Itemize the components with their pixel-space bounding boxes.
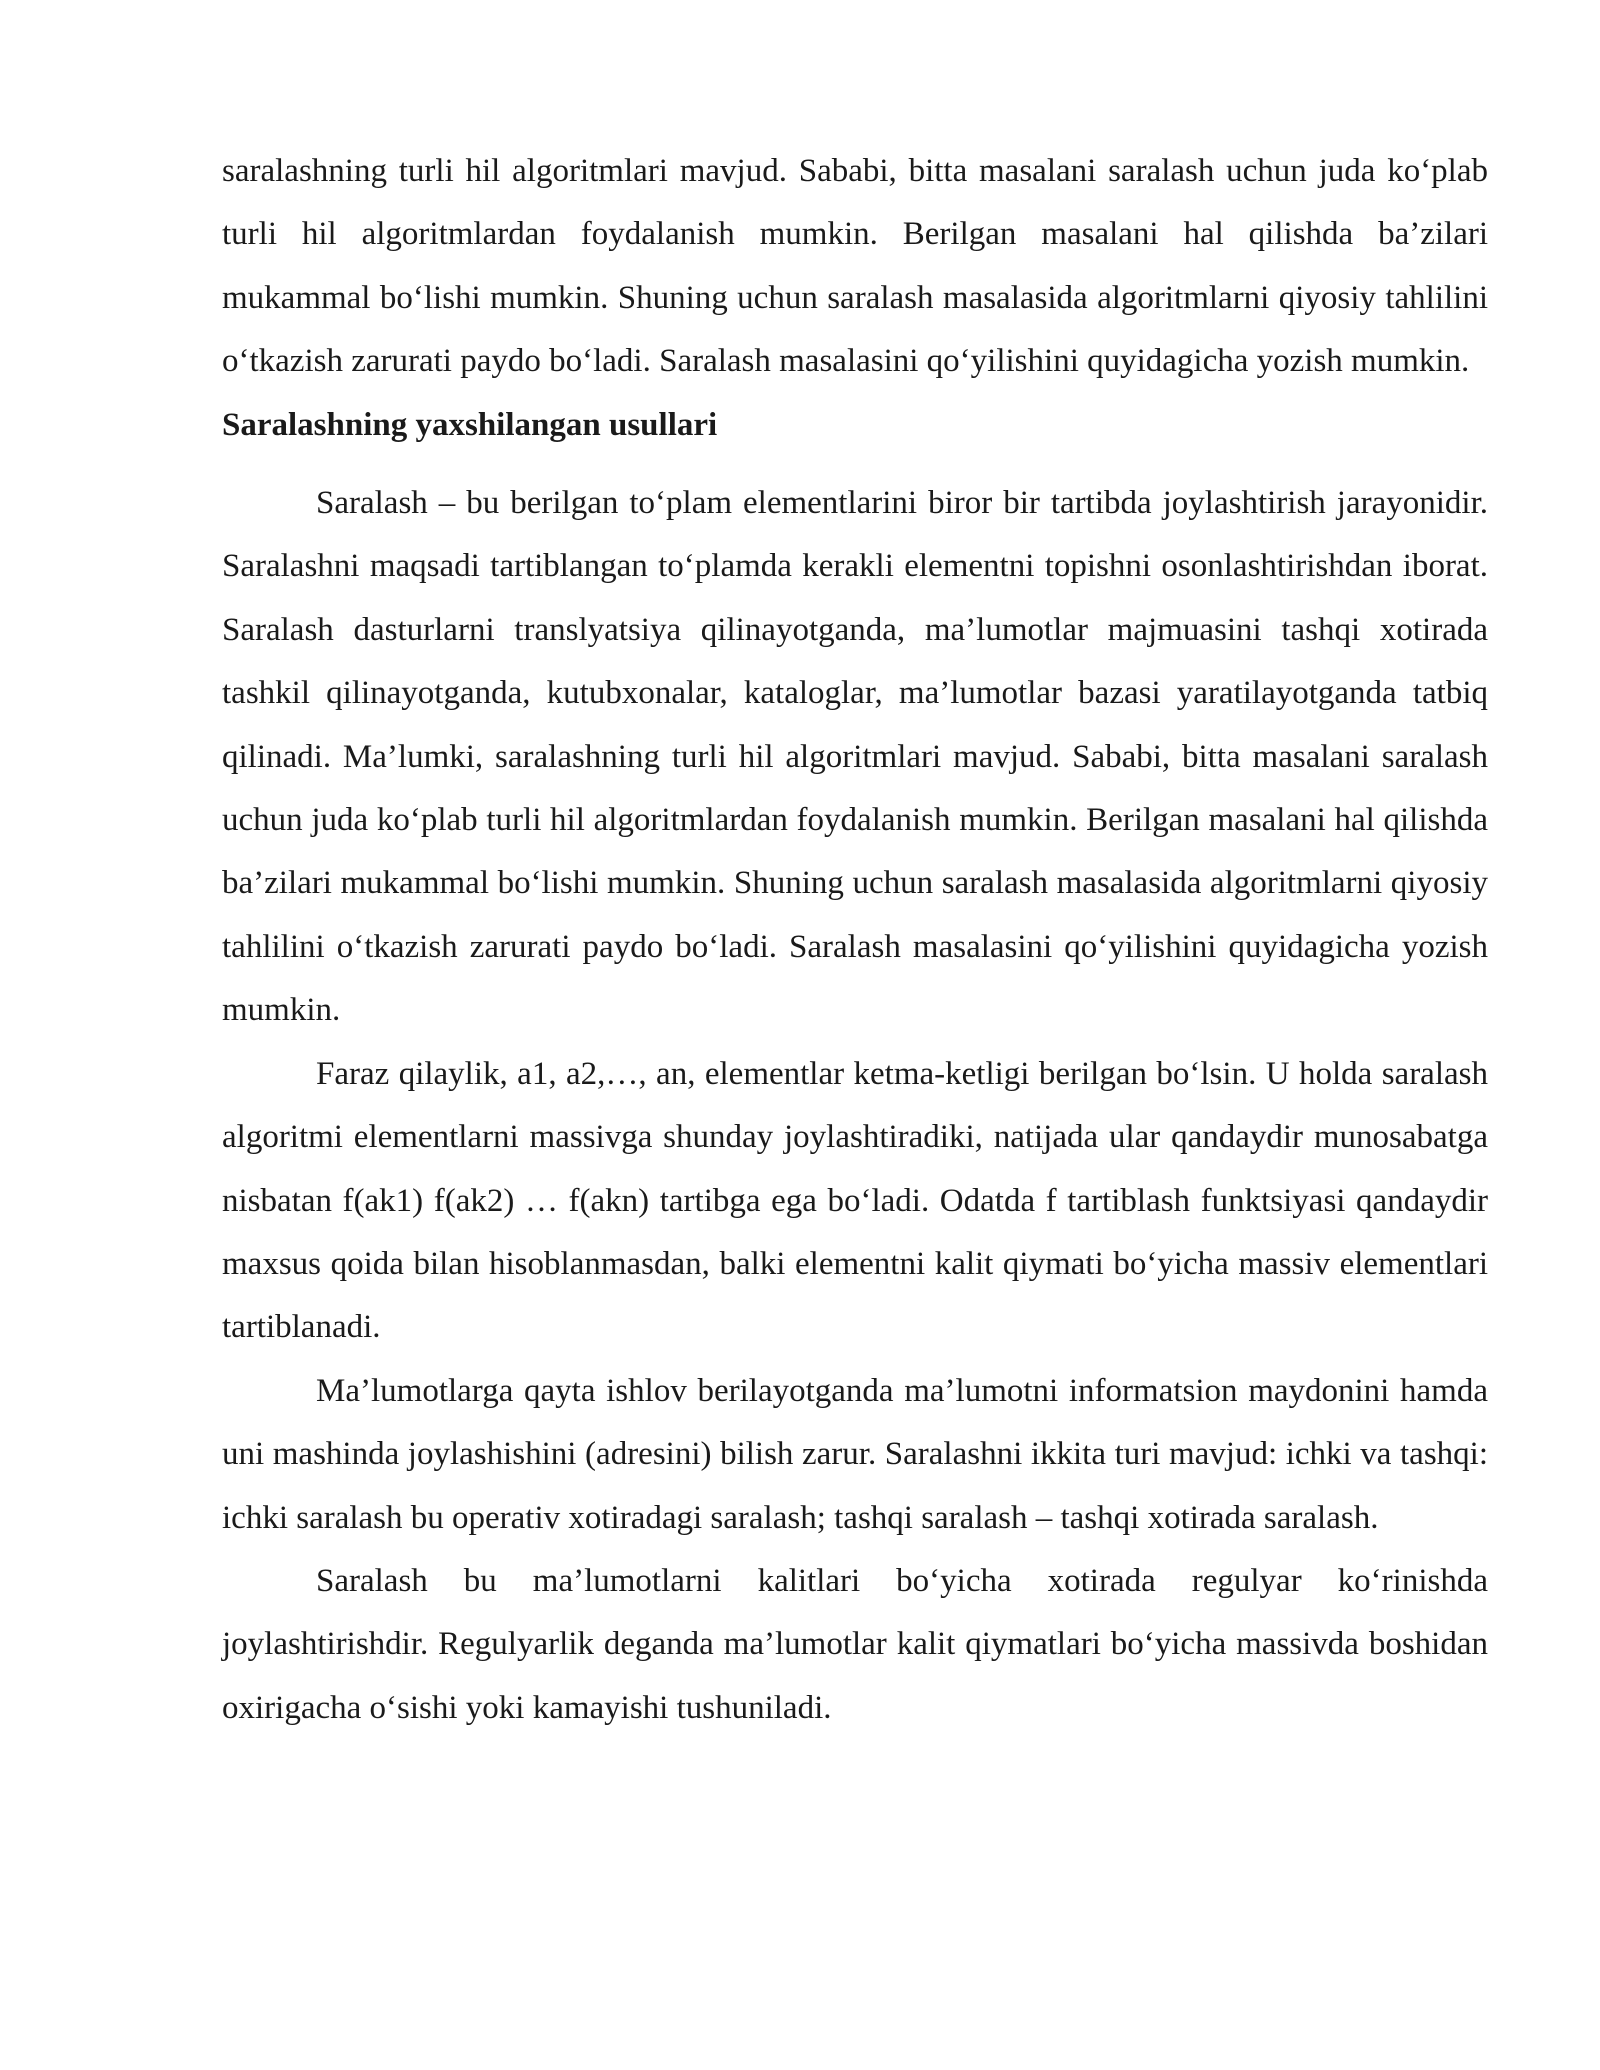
paragraph-regularity: Saralash bu ma’lumotlarni kalitlari bo‘yicha xotirada regulyar ko‘rinishda joylashtirishdir. Regulyarlik deganda ma’lumotlar kalit qiymatlari bo‘yicha massivda boshidan oxirigacha o‘sishi yoki kamayishi tushuniladi. — [222, 1562, 1488, 1726]
paragraph-definition: Saralash – bu berilgan to‘plam elementlarini biror bir tartibda joylashtirish jarayonidir. Saralashni maqsadi tartiblangan to‘plamda kerakli elementni topishni osonlashtirishdan iborat. Saralash dasturlarni translyatsiya qilinayotganda, ma’lumotlar majmuasini tashqi xotirada tashkil qilinayotganda, kutubxonalar, kataloglar, ma’lumotlar bazasi yaratilayotganda tatbiq qilinadi. Ma’lumki, saralashning turli hil algoritmlari mavjud. Sababi, bitta masalani saralash uchun juda ko‘plab turli hil algoritmlardan foydalanish mumkin. Berilgan masalani hal qilishda ba’zilari mukammal bo‘lishi mumkin. Shuning uchun saralash masalasida algoritmlarni qiyosiy tahlilini o‘tkazish zarurati paydo bo‘ladi. Saralash masalasini qo‘yilishini quyidagicha yozish mumkin. — [222, 485, 1488, 1029]
paragraph-data-processing: Ma’lumotlarga qayta ishlov berilayotganda ma’lumotni informatsion maydonini hamda uni mashinda joylashishini (adresini) bilish zarur. Saralashni ikkita turi mavjud: ichki va tashqi: ichki saralash bu operativ xotiradagi saralash; tashqi saralash – tashqi xotirada saralash. — [222, 1372, 1488, 1536]
document-body — [222, 140, 1488, 1740]
paragraph-continued: saralashning turli hil algoritmlari mavjud. Sababi, bitta masalani saralash uchun juda ko‘plab turli hil algoritmlardan foydalanish mumkin. Berilgan masalani hal qilishda ba’zilari mukammal bo‘lishi mumkin. Shuning uchun saralash masalasida algoritmlarni qiyosiy tahlilini o‘tkazish zarurati paydo bo‘ladi. Saralash masalasini qo‘yilishini quyidagicha yozish mumkin. — [222, 153, 1488, 380]
paragraph-sequence: Faraz qilaylik, a1, a2,…, an, elementlar ketma-ketligi berilgan bo‘lsin. U holda saralash algoritmi elementlarni massivga shunday joylashtiradiki, natijada ular qandaydir munosabatga nisbatan f(ak1) f(ak2) … f(akn) tartibga ega bo‘ladi. Odatda f tartiblash funktsiyasi qandaydir maxsus qoida bilan hisoblanmasdan, balki elementni kalit qiymati bo‘yicha massiv elementlari tartiblanadi. — [222, 1055, 1488, 1346]
section-heading: Saralashning yaxshilangan usullari — [222, 406, 718, 443]
